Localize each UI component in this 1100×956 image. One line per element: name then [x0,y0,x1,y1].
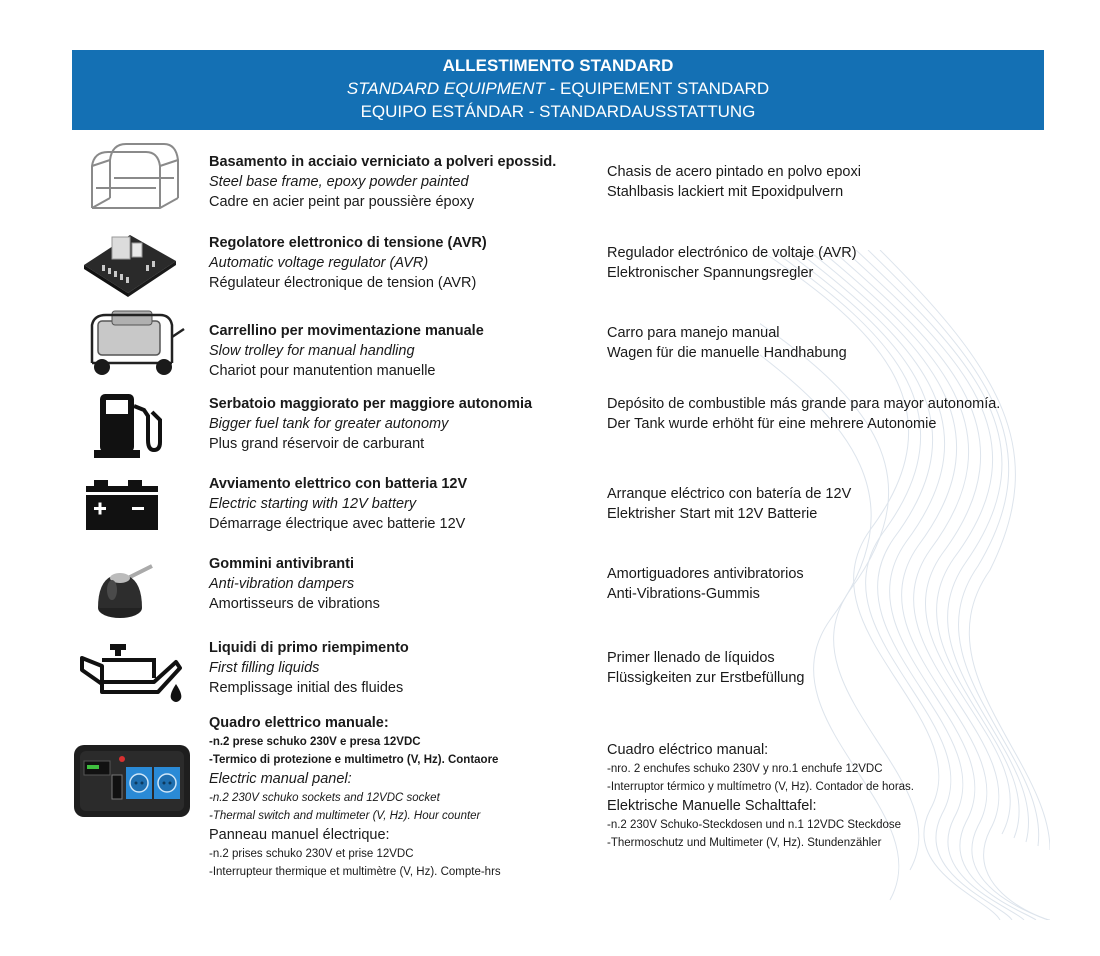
header-banner [72,50,1044,130]
item-label-es: Depósito de combustible más grande para mayor autonomía. [607,396,1001,412]
item-label-de: Anti-Vibrations-Gummis [607,586,760,602]
trolley-generator-icon [72,307,197,381]
item-label-de: Der Tank wurde erhöht für eine mehrere Autonomie [607,416,937,432]
item-label-de: Wagen für die manuelle Handhabung [607,345,847,361]
item-label-en: First filling liquids [209,660,320,676]
battery-icon [72,478,197,534]
avr-board-icon [72,221,197,299]
panel-title-en: Electric manual panel: [209,771,352,787]
header-title: ALLESTIMENTO STANDARD [442,56,674,75]
item-label-en: Steel base frame, epoxy powder painted [209,174,469,190]
header-subtitle-1: STANDARD EQUIPMENT - EQUIPEMENT STANDARD [346,79,770,98]
panel-line-fr-1: -n.2 prises schuko 230V et prise 12VDC [209,848,414,860]
item-label-fr: Amortisseurs de vibrations [209,596,380,612]
item-label-fr: Remplissage initial des fluides [209,680,404,696]
item-label-de: Elektrisher Start mit 12V Batterie [607,506,818,522]
item-label-de: Flüssigkeiten zur Erstbefüllung [607,670,805,686]
item-label-fr: Cadre en acier peint par poussière époxy [209,194,475,210]
oil-can-icon [72,642,197,706]
panel-title-es: Cuadro eléctrico manual: [607,742,769,758]
header-subtitle-2: EQUIPO ESTÁNDAR - STANDARDAUSSTATTUNG [360,102,756,121]
item-label-es: Amortiguadores antivibratorios [607,566,804,582]
item-label-fr: Démarrage électrique avec batterie 12V [209,516,466,532]
panel-line-de-1: -n.2 230V Schuko-Steckdosen und n.1 12VDC Steckdose [607,819,902,831]
control-panel-icon [72,741,197,821]
panel-line-de-2: -Thermoschutz und Multimeter (V, Hz). Stundenzähler [607,837,882,849]
item-label-de: Stahlbasis lackiert mit Epoxidpulvern [607,184,844,200]
item-label-es: Chasis de acero pintado en polvo epoxi [607,164,861,180]
panel-line-it-2: -Termico di protezione e multimetro (V, Hz). Contaore [209,754,499,766]
item-label-it: Avviamento elettrico con batteria 12V [209,476,468,492]
fuel-pump-icon [72,392,197,460]
item-label-it: Carrellino per movimentazione manuale [209,323,484,339]
item-label-es: Carro para manejo manual [607,325,780,341]
panel-line-en-2: -Thermal switch and multimeter (V, Hz). Hour counter [209,810,481,822]
panel-line-en-1: -n.2 230V schuko sockets and 12VDC socket [209,792,440,804]
item-label-es: Regulador electrónico de voltaje (AVR) [607,245,857,261]
item-label-en: Electric starting with 12V battery [209,496,417,512]
item-label-it: Basamento in acciaio verniciato a polveri epossid. [209,154,557,170]
panel-line-es-1: -nro. 2 enchufes schuko 230V y nro.1 enchufe 12VDC [607,763,883,775]
item-label-it: Gommini antivibranti [209,556,355,572]
item-label-it: Serbatoio maggiorato per maggiore autonomia [209,396,533,412]
item-label-en: Anti-vibration dampers [209,576,355,592]
item-label-es: Arranque eléctrico con batería de 12V [607,486,852,502]
item-label-it: Regolatore elettronico di tensione (AVR) [209,235,487,251]
item-label-es: Primer llenado de líquidos [607,650,775,666]
item-label-en: Automatic voltage regulator (AVR) [209,255,429,271]
steel-frame-icon [72,138,197,218]
item-label-it: Liquidi di primo riempimento [209,640,409,656]
item-label-fr: Chariot pour manutention manuelle [209,363,436,379]
panel-line-es-2: -Interruptor térmico y multímetro (V, Hz). Contador de horas. [607,781,914,793]
item-label-de: Elektronischer Spannungsregler [607,265,814,281]
panel-line-it-1: -n.2 prese schuko 230V e presa 12VDC [209,736,421,748]
panel-line-fr-2: -Interrupteur thermique et multimètre (V, Hz). Compte-hrs [209,866,501,878]
panel-title-it: Quadro elettrico manuale: [209,715,389,731]
panel-title-de: Elektrische Manuelle Schalttafel: [607,798,817,814]
item-label-fr: Régulateur électronique de tension (AVR) [209,275,477,291]
panel-title-fr: Panneau manuel électrique: [209,827,390,843]
damper-icon [72,554,197,624]
item-label-en: Slow trolley for manual handling [209,343,415,359]
item-label-fr: Plus grand réservoir de carburant [209,436,425,452]
item-label-en: Bigger fuel tank for greater autonomy [209,416,449,432]
